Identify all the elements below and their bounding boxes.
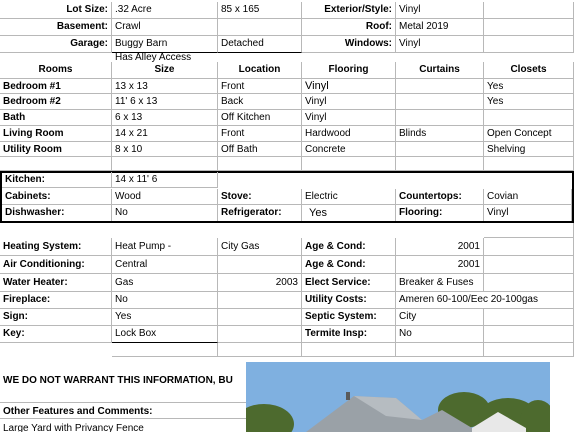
empty-cell bbox=[484, 238, 574, 256]
row-water-heater bbox=[0, 274, 576, 292]
row-garage bbox=[0, 36, 576, 53]
heating-age-value: 2001 bbox=[396, 238, 484, 256]
room-curtains: Blinds bbox=[396, 126, 484, 142]
room-name: Bedroom #2 bbox=[0, 94, 112, 110]
room-curtains bbox=[396, 94, 484, 110]
room-flooring: Hardwood bbox=[302, 126, 396, 142]
stove-value: Electric bbox=[302, 189, 396, 205]
features-label: Other Features and Comments: bbox=[0, 404, 246, 419]
empty-cell bbox=[218, 157, 302, 171]
ac-label: Air Conditioning: bbox=[0, 256, 112, 274]
empty-cell bbox=[218, 343, 302, 357]
row-lot bbox=[0, 2, 576, 19]
room-name: Bedroom #1 bbox=[0, 79, 112, 94]
alley-note: Has Alley Access bbox=[115, 53, 192, 63]
empty-cell bbox=[396, 343, 484, 357]
refrigerator-value: Yes bbox=[302, 205, 396, 221]
table-row bbox=[0, 126, 576, 142]
header-location: Location bbox=[218, 62, 302, 79]
disclaimer-text: WE DO NOT WARRANT THIS INFORMATION, BU bbox=[3, 375, 233, 386]
room-size: 13 x 13 bbox=[112, 79, 218, 94]
empty-cell bbox=[484, 274, 574, 292]
empty-cell bbox=[484, 157, 574, 171]
empty-cell bbox=[112, 343, 218, 357]
room-flooring: Vinyl bbox=[302, 79, 396, 94]
garage-value: Buggy Barn bbox=[112, 36, 218, 53]
heating-age-label: Age & Cond: bbox=[302, 238, 396, 256]
empty-cell bbox=[484, 309, 574, 326]
empty-cell bbox=[0, 389, 246, 403]
row-kitchen bbox=[0, 172, 576, 188]
key-value: Lock Box bbox=[112, 326, 218, 343]
room-flooring: Vinyl bbox=[302, 94, 396, 110]
dishwasher-value: No bbox=[112, 205, 218, 221]
countertops-value: Covian bbox=[484, 189, 572, 205]
room-closets: Yes bbox=[484, 94, 574, 110]
heating-fuel: City Gas bbox=[218, 238, 302, 256]
room-location: Front bbox=[218, 79, 302, 94]
refrigerator-label: Refrigerator: bbox=[218, 205, 302, 221]
empty-cell bbox=[484, 326, 574, 343]
elect-service-value: Breaker & Fuses bbox=[396, 274, 484, 292]
header-curtains: Curtains bbox=[396, 62, 484, 79]
basement-label: Basement: bbox=[0, 19, 112, 36]
empty-cell bbox=[484, 256, 574, 274]
empty-cell bbox=[484, 2, 574, 19]
ac-value: Central bbox=[112, 256, 218, 274]
basement-value: Crawl bbox=[112, 19, 218, 36]
room-closets: Shelving bbox=[484, 142, 574, 157]
room-closets bbox=[484, 110, 574, 126]
row-dishwasher bbox=[0, 205, 576, 221]
room-location: Off Kitchen bbox=[218, 110, 302, 126]
table-row bbox=[0, 110, 576, 126]
row-heating bbox=[0, 238, 576, 256]
kitchen-size: 14 x 11' 6 bbox=[112, 172, 218, 188]
room-flooring: Concrete bbox=[302, 142, 396, 157]
empty-cell bbox=[0, 157, 112, 171]
room-size: 8 x 10 bbox=[112, 142, 218, 157]
room-size: 11' 6 x 13 bbox=[112, 94, 218, 110]
house-photo bbox=[246, 362, 550, 432]
septic-value: City bbox=[396, 309, 484, 326]
row-basement bbox=[0, 19, 576, 36]
ac-age-value: 2001 bbox=[396, 256, 484, 274]
house-illustration bbox=[246, 362, 550, 432]
empty-cell bbox=[484, 36, 574, 53]
empty-cell bbox=[302, 343, 396, 357]
room-curtains bbox=[396, 110, 484, 126]
header-rooms: Rooms bbox=[0, 62, 112, 79]
room-name: Utility Room bbox=[0, 142, 112, 157]
heating-value: Heat Pump - bbox=[112, 238, 218, 256]
empty-cell bbox=[218, 309, 302, 326]
roof-label: Roof: bbox=[302, 19, 396, 36]
windows-value: Vinyl bbox=[396, 36, 484, 53]
elect-service-label: Elect Service: bbox=[302, 274, 396, 292]
flooring-value: Vinyl bbox=[484, 205, 572, 221]
spacer-row bbox=[0, 343, 576, 357]
room-name: Bath bbox=[0, 110, 112, 126]
utility-costs-label: Utility Costs: bbox=[302, 292, 396, 309]
empty-cell bbox=[484, 343, 574, 357]
exterior-label: Exterior/Style: bbox=[302, 2, 396, 19]
room-location: Off Bath bbox=[218, 142, 302, 157]
rooms-header bbox=[0, 62, 576, 79]
table-row bbox=[0, 79, 576, 94]
room-size: 6 x 13 bbox=[112, 110, 218, 126]
row-ac bbox=[0, 256, 576, 274]
stove-label: Stove: bbox=[218, 189, 302, 205]
empty-cell bbox=[218, 292, 302, 309]
empty-cell bbox=[484, 19, 574, 36]
header-flooring: Flooring bbox=[302, 62, 396, 79]
header-size: Size bbox=[112, 62, 218, 79]
spacer-row bbox=[0, 223, 576, 238]
row-fireplace bbox=[0, 292, 576, 309]
feature-item: Large Yard with Privancy Fence bbox=[3, 423, 144, 432]
countertops-label: Countertops: bbox=[396, 189, 484, 205]
empty-cell bbox=[218, 256, 302, 274]
room-curtains bbox=[396, 79, 484, 94]
chimney bbox=[346, 392, 350, 400]
ac-age-label: Age & Cond: bbox=[302, 256, 396, 274]
empty-cell bbox=[484, 223, 574, 238]
table-row bbox=[0, 94, 576, 110]
room-location: Front bbox=[218, 126, 302, 142]
empty-cell bbox=[218, 326, 302, 343]
fireplace-value: No bbox=[112, 292, 218, 309]
header-closets: Closets bbox=[484, 62, 574, 79]
lot-label: Lot Size: bbox=[0, 2, 112, 19]
water-heater-year: 2003 bbox=[218, 274, 302, 292]
fireplace-label: Fireplace: bbox=[0, 292, 112, 309]
utility-costs-value: Ameren 60-100/Eec 20-100gas bbox=[396, 292, 574, 309]
cabinets-label: Cabinets: bbox=[2, 189, 112, 205]
garage-type: Detached bbox=[218, 36, 302, 53]
table-row bbox=[0, 142, 576, 157]
flooring-label: Flooring: bbox=[396, 205, 484, 221]
empty-cell bbox=[302, 157, 396, 171]
room-flooring: Vinyl bbox=[302, 110, 396, 126]
cabinets-value: Wood bbox=[112, 189, 218, 205]
room-closets: Open Concept bbox=[484, 126, 574, 142]
termite-value: No bbox=[396, 326, 484, 343]
water-heater-label: Water Heater: bbox=[0, 274, 112, 292]
row-key bbox=[0, 326, 576, 343]
empty-cell bbox=[396, 157, 484, 171]
termite-label: Termite Insp: bbox=[302, 326, 396, 343]
row-sign bbox=[0, 309, 576, 326]
dishwasher-label: Dishwasher: bbox=[2, 205, 112, 221]
lot-dims: 85 x 165 bbox=[218, 2, 302, 19]
room-location: Back bbox=[218, 94, 302, 110]
key-label: Key: bbox=[0, 326, 112, 343]
septic-label: Septic System: bbox=[302, 309, 396, 326]
room-curtains bbox=[396, 142, 484, 157]
empty-cell bbox=[218, 19, 302, 36]
lot-value: .32 Acre bbox=[112, 2, 218, 19]
room-name: Living Room bbox=[0, 126, 112, 142]
exterior-value: Vinyl bbox=[396, 2, 484, 19]
windows-label: Windows: bbox=[302, 36, 396, 53]
sign-label: Sign: bbox=[0, 309, 112, 326]
row-cabinets bbox=[0, 189, 576, 205]
roof-value: Metal 2019 bbox=[396, 19, 484, 36]
heating-label: Heating System: bbox=[0, 238, 112, 256]
spacer-row bbox=[0, 157, 576, 171]
room-size: 14 x 21 bbox=[112, 126, 218, 142]
sign-value: Yes bbox=[112, 309, 218, 326]
kitchen-label: Kitchen: bbox=[2, 172, 112, 188]
room-closets: Yes bbox=[484, 79, 574, 94]
garage-label: Garage: bbox=[0, 36, 112, 53]
empty-cell bbox=[112, 157, 218, 171]
water-heater-value: Gas bbox=[112, 274, 218, 292]
